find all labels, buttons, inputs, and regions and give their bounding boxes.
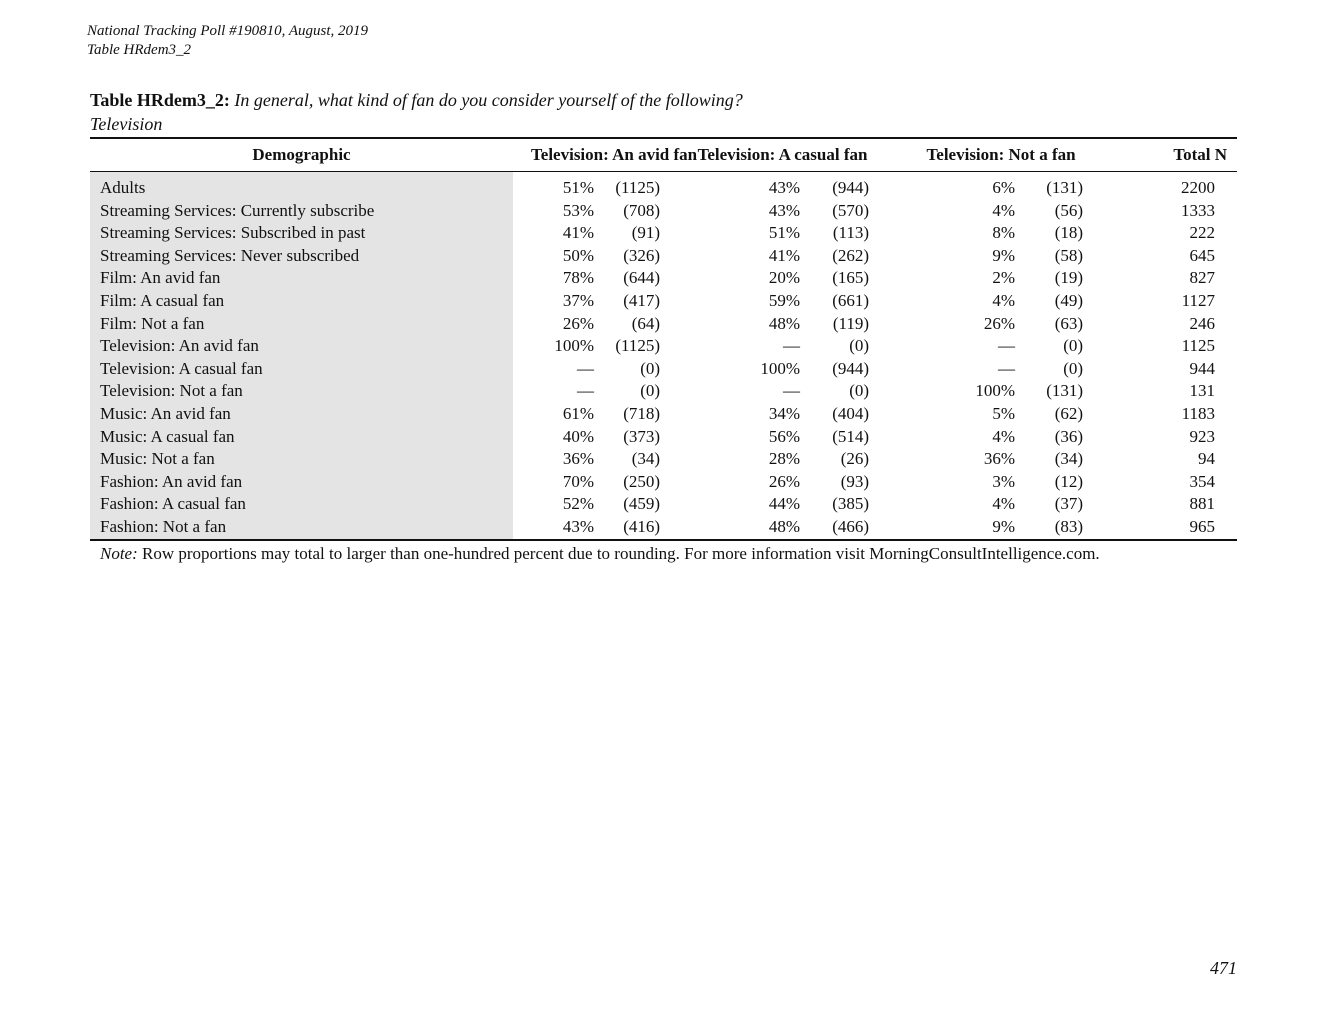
table-row (90, 380, 1237, 403)
casual-percent: 51% (768, 223, 801, 243)
casual-count: (165) (832, 268, 870, 288)
not-percent: 4% (992, 200, 1016, 220)
not-count: (34) (1054, 449, 1084, 469)
not-count: (19) (1054, 268, 1084, 288)
not-count: (12) (1054, 471, 1084, 491)
avid-count: (459) (623, 494, 661, 514)
table-row (90, 358, 1237, 381)
casual-count: (0) (849, 336, 870, 356)
avid-percent: 37% (562, 290, 594, 310)
not-percent: 4% (992, 426, 1016, 446)
table-row (90, 448, 1237, 471)
total-n: 131 (1189, 381, 1216, 401)
total-n: 222 (1189, 223, 1216, 243)
avid-percent: 100% (554, 336, 594, 356)
table-row (90, 267, 1237, 290)
casual-percent: 41% (768, 245, 801, 265)
avid-percent: 41% (562, 223, 594, 243)
not-count: (131) (1046, 381, 1084, 401)
running-head (87, 22, 368, 60)
casual-percent: — (783, 336, 801, 356)
avid-count: (644) (623, 268, 661, 288)
casual-percent: 59% (768, 290, 801, 310)
table-row (90, 471, 1237, 494)
casual-count: (570) (832, 200, 870, 220)
total-n: 827 (1189, 268, 1216, 288)
not-count: (49) (1054, 290, 1084, 310)
not-percent: 4% (992, 494, 1016, 514)
crosstab-table-container (90, 137, 1237, 541)
casual-count: (262) (832, 245, 870, 265)
not-count: (63) (1054, 313, 1084, 333)
total-n: 94 (1198, 449, 1216, 469)
avid-percent: 26% (562, 313, 594, 333)
not-percent: 9% (992, 516, 1016, 536)
avid-percent: 43% (562, 516, 594, 536)
table-row (90, 222, 1237, 245)
row-label: Television: Not a fan (90, 380, 513, 403)
avid-percent: — (577, 358, 594, 378)
row-label: Film: A casual fan (90, 290, 513, 313)
not-count: (83) (1054, 516, 1084, 536)
total-n: 881 (1189, 494, 1216, 514)
table-note (100, 543, 1100, 565)
caption-question: In general, what kind of fan do you consider yourself of the following? (234, 90, 743, 110)
avid-count: (0) (640, 381, 661, 401)
casual-count: (466) (832, 516, 870, 536)
table-row (90, 516, 1237, 540)
col-header-demographic: Demographic (252, 145, 351, 164)
row-label: Music: Not a fan (90, 448, 513, 471)
total-n: 2200 (1181, 178, 1216, 197)
not-percent: 3% (992, 471, 1016, 491)
row-label: Fashion: A casual fan (90, 493, 513, 516)
table-row (90, 403, 1237, 426)
page-number: 471 (1210, 958, 1237, 978)
casual-percent: 34% (768, 403, 801, 423)
casual-count: (385) (832, 494, 870, 514)
casual-percent: 20% (768, 268, 801, 288)
not-percent: 36% (983, 449, 1016, 469)
table-row (90, 493, 1237, 516)
not-percent: 100% (975, 381, 1016, 401)
caption-label: Table HRdem3_2: (90, 90, 230, 110)
casual-percent: 43% (768, 200, 801, 220)
avid-percent: 70% (562, 471, 594, 491)
casual-percent: 100% (760, 358, 801, 378)
avid-percent: 36% (562, 449, 594, 469)
casual-percent: 48% (768, 313, 801, 333)
casual-percent: 28% (768, 449, 801, 469)
avid-percent: 78% (562, 268, 594, 288)
row-label: Streaming Services: Subscribed in past (90, 222, 513, 245)
total-n: 246 (1189, 313, 1216, 333)
avid-count: (34) (631, 449, 661, 469)
avid-percent: 52% (562, 494, 594, 514)
avid-count: (708) (623, 200, 661, 220)
total-n: 1125 (1181, 336, 1216, 356)
table-row (90, 335, 1237, 358)
not-percent: — (998, 336, 1016, 356)
table-caption (90, 88, 1237, 136)
poll-title: National Tracking Poll #190810, August, 2019 (87, 23, 368, 39)
row-label: Fashion: Not a fan (90, 516, 513, 540)
avid-count: (718) (623, 403, 661, 423)
col-header-avid: Television: An avid fan (531, 145, 698, 164)
table-row (90, 177, 1237, 200)
casual-count: (944) (832, 178, 870, 197)
not-count: (56) (1054, 200, 1084, 220)
row-label: Streaming Services: Currently subscribe (90, 200, 513, 223)
avid-count: (1125) (615, 178, 661, 197)
total-n: 923 (1189, 426, 1216, 446)
table-row (90, 313, 1237, 336)
row-label: Adults (90, 177, 513, 200)
casual-count: (404) (832, 403, 870, 423)
casual-count: (514) (832, 426, 870, 446)
not-count: (37) (1054, 494, 1084, 514)
avid-count: (417) (623, 290, 661, 310)
avid-count: (373) (623, 426, 661, 446)
row-label: Fashion: An avid fan (90, 471, 513, 494)
table-row (90, 245, 1237, 268)
total-n: 1183 (1181, 403, 1216, 423)
table-id: Table HRdem3_2 (87, 42, 192, 58)
caption-subtitle: Television (90, 114, 163, 134)
row-label: Streaming Services: Never subscribed (90, 245, 513, 268)
col-header-not: Television: Not a fan (926, 145, 1076, 164)
not-count: (0) (1063, 336, 1084, 356)
not-count: (36) (1054, 426, 1084, 446)
avid-count: (1125) (615, 336, 661, 356)
not-count: (62) (1054, 403, 1084, 423)
casual-percent: 43% (768, 178, 801, 197)
not-percent: 2% (992, 268, 1016, 288)
casual-percent: 44% (768, 494, 801, 514)
avid-percent: 40% (562, 426, 594, 446)
total-n: 645 (1189, 245, 1216, 265)
not-percent: 4% (992, 290, 1016, 310)
not-percent: — (998, 358, 1016, 378)
total-n: 965 (1189, 516, 1216, 536)
table-row (90, 426, 1237, 449)
avid-percent: 53% (562, 200, 594, 220)
avid-percent: 61% (562, 403, 594, 423)
header-row (90, 138, 1237, 172)
not-percent: 5% (992, 403, 1016, 423)
row-label: Film: Not a fan (90, 313, 513, 336)
col-header-casual: Television: A casual fan (697, 145, 868, 164)
total-n: 354 (1189, 471, 1216, 491)
total-n: 1127 (1181, 290, 1216, 310)
col-header-total: Total N (1173, 145, 1228, 164)
avid-count: (64) (631, 313, 661, 333)
row-label: Film: An avid fan (90, 267, 513, 290)
not-count: (0) (1063, 358, 1084, 378)
casual-count: (0) (849, 381, 870, 401)
table-row (90, 290, 1237, 313)
avid-count: (416) (623, 516, 661, 536)
avid-percent: 51% (562, 178, 594, 197)
casual-count: (119) (832, 313, 870, 333)
avid-count: (326) (623, 245, 661, 265)
crosstab-table (90, 137, 1237, 541)
casual-count: (661) (832, 290, 870, 310)
casual-count: (93) (840, 471, 870, 491)
total-n: 944 (1189, 358, 1216, 378)
table-body (90, 172, 1237, 540)
casual-count: (944) (832, 358, 870, 378)
casual-percent: 48% (768, 516, 801, 536)
avid-count: (91) (631, 223, 661, 243)
row-label: Television: An avid fan (90, 335, 513, 358)
table-row (90, 200, 1237, 223)
not-percent: 26% (983, 313, 1016, 333)
row-label: Music: A casual fan (90, 426, 513, 449)
avid-count: (250) (623, 471, 661, 491)
casual-count: (113) (832, 223, 870, 243)
row-label: Music: An avid fan (90, 403, 513, 426)
casual-percent: 56% (768, 426, 801, 446)
note-text: Row proportions may total to larger than one-hundred percent due to rounding. For more information visit MorningConsultIntelligence.com. (142, 544, 1100, 563)
not-count: (58) (1054, 245, 1084, 265)
casual-percent: — (783, 381, 801, 401)
not-percent: 9% (992, 245, 1016, 265)
avid-percent: 50% (562, 245, 594, 265)
not-percent: 6% (992, 178, 1016, 197)
not-percent: 8% (992, 223, 1016, 243)
row-label: Television: A casual fan (90, 358, 513, 381)
avid-count: (0) (640, 358, 661, 378)
note-label: Note: (100, 544, 138, 563)
total-n: 1333 (1181, 200, 1216, 220)
not-count: (131) (1046, 178, 1084, 197)
not-count: (18) (1054, 223, 1084, 243)
avid-percent: — (577, 381, 594, 401)
casual-percent: 26% (768, 471, 801, 491)
casual-count: (26) (840, 449, 870, 469)
